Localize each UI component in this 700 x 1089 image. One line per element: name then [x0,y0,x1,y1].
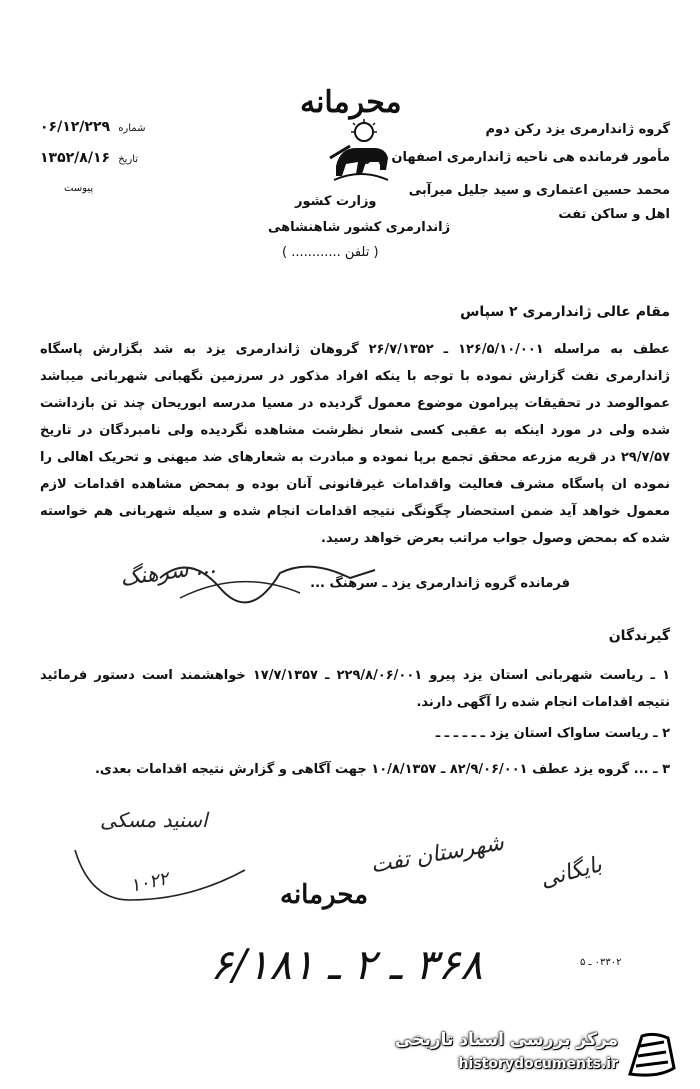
recipient-item-2: ۲ ـ ریاست ساواک استان یزد ـ ـ ـ ـ ـ ـ [435,726,670,741]
classification-stamp-bottom: محرمانه [280,880,369,910]
letter-date: تاریخ ۱۳۵۲/۸/۱۶ [40,150,139,166]
document-archive-logo-icon [624,1028,680,1082]
subject-persons-line: محمد حسین اعتماری و سید جلیل میرآبی [408,183,670,198]
recipient-item-3: ۳ ـ ... گروه یزد عطف ۸۲/۹/۰۶/۰۰۱ ـ ۱۰/۸/۱۳۵۷ جهت آگاهی و گزارش نتیجه اقدامات بعدی. [94,762,670,777]
watermark-url: historydocuments.ir [458,1056,618,1072]
letter-number: شماره ۰۶/۱۲/۲۲۹ [40,119,146,135]
recipient-item-1: ۱ ـ ریاست شهربانی استان یزد پیرو ۲۲۹/۸/۰۶/۰۰۱ ـ ۱۷/۷/۱۳۵۷ خواهشمند است دستور فرمائید نتیجه اقدامات انجام شده را آگهی دارند. [40,668,670,710]
recipient-line: مأمور فرمانده هی ناحیه ژاندارمری اصفهان رکن ۲ [347,150,670,165]
archive-number: ۳۶۸ ـ ۲ ـ ۶/۱۸۱ [210,940,483,989]
sender-line: گروه ژاندارمری یزد رکن دوم [485,122,670,137]
watermark-title: مرکز بررسی اسناد تاریخی [395,1030,618,1050]
gendarmerie-name: ژاندارمری کشور شاهنشاهی [268,220,451,235]
subject-residence-line: اهل و ساکن تفت [558,207,670,222]
letter-body: عطف به مراسله ۱۲۶/۵/۱۰/۰۰۱ ـ ۲۶/۷/۱۳۵۲ گروهان ژاندارمری یزد به شد بگزارش پاسگاه ژاندارمری نفت گزارش نموده با توجه با ینکه افراد مذکور در سرزمین نگهبانی شهربانی میباشد عموالوصد در تحقیقات پیرامون موضوع معمول گردیده در مسیا مدرسه ابوریحان چند تن بازداشت شده ولی در مورد اینکه به عقبی کسی شعار نظرشت مشاهده نگردیده ولی نامبردگان در تاریخ ۲۹/۷/۵۷ در قریه مزرعه محقق تجمع برپا نموده و مبادرت به شعارهای ضد میهنی و تحریک اهالی را نموده ان پاسگاه مشرف فعالیت واقدامات غیرقانونی آنان بوده و بمحض مشاهده اقدامات لازم معمول خواهد آید ضمن استحضار چگونگی نتیجه اقدامات انجام شده و سیله شهربانی هم خواسته شده که بمحض وصول جواب مراتب بعرض خواهد رسید. [40,342,670,546]
watermark [395,1028,680,1082]
telephone-line: ( تلفن ............ ) [282,245,379,260]
handwritten-note-1: اسنید مسکی [100,808,208,832]
recipients-title: گیرندگان [608,628,670,644]
handwritten-signature: سرهنگ ... [118,553,218,592]
classification-stamp-top: محرمانه [300,85,402,120]
handwritten-note-3: شهرستان تفت [368,830,506,879]
signature-scribble-icon [150,548,380,608]
handwritten-note-4: بایگانی [537,852,605,893]
ministry-name: وزارت کشور [295,194,377,209]
handwritten-stroke-icon [70,840,250,920]
signature-line: فرمانده گروه ژاندارمری یزد ـ سرهنگ ... [310,576,570,591]
document-code: ۰۳۳۰۲ ـ ۵ [580,957,622,968]
letter-attachment: پیوست [64,183,94,194]
handwritten-note-2: ۱۰۲۲ [128,868,171,897]
salutation: مقام عالی ژاندارمری ۲ سپاس [460,304,670,320]
